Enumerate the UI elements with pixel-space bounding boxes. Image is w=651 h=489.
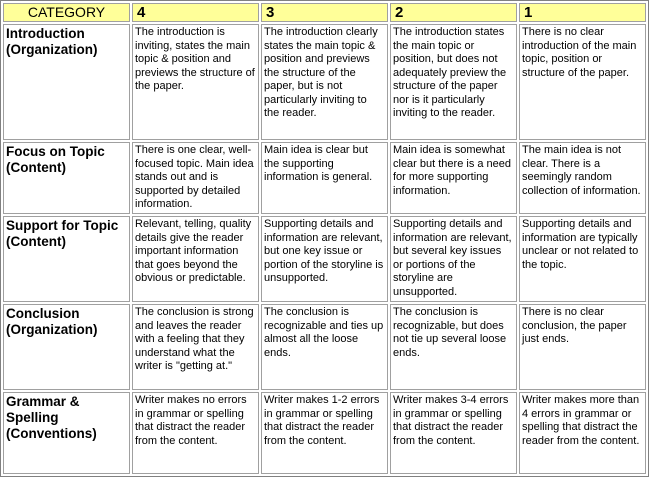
rubric-cell: The introduction states the main topic or position, but does not adequately preview the structure of the paper nor is it particularly inviting to the reader. (390, 24, 517, 140)
row-category: Introduction (Organization) (3, 24, 130, 140)
rubric-cell: Supporting details and information are typically unclear or not related to the topic. (519, 216, 646, 302)
header-level-4: 4 (132, 3, 259, 22)
rubric-cell: There is no clear introduction of the main topic, position or structure of the paper. (519, 24, 646, 140)
rubric-cell: The introduction is inviting, states the main topic & position and previews the structure of the paper. (132, 24, 259, 140)
header-level-3: 3 (261, 3, 388, 22)
row-category: Grammar & Spelling (Conventions) (3, 392, 130, 474)
rubric-cell: The conclusion is strong and leaves the reader with a feeling that they understand what the writer is "getting at." (132, 304, 259, 390)
rubric-cell: Writer makes 3-4 errors in grammar or spelling that distract the reader from the content. (390, 392, 517, 474)
table-row-grammar (3, 392, 646, 474)
rubric-cell: Supporting details and information are relevant, but one key issue or portion of the storyline is unsupported. (261, 216, 388, 302)
rubric-cell: The conclusion is recognizable, but does not tie up several loose ends. (390, 304, 517, 390)
rubric-cell: Writer makes no errors in grammar or spelling that distract the reader from the content. (132, 392, 259, 474)
row-category: Conclusion (Organization) (3, 304, 130, 390)
rubric-cell: Writer makes 1-2 errors in grammar or spelling that distract the reader from the content. (261, 392, 388, 474)
table-row-support (3, 216, 646, 302)
rubric-cell: The introduction clearly states the main topic & position and previews the structure of the paper, but is not particularly inviting to the reader. (261, 24, 388, 140)
rubric-cell: Supporting details and information are relevant, but several key issues or portions of the storyline are unsupported. (390, 216, 517, 302)
row-category: Focus on Topic (Content) (3, 142, 130, 214)
rubric-cell: Relevant, telling, quality details give the reader important information that goes beyond the obvious or predictable. (132, 216, 259, 302)
rubric-cell: Main idea is somewhat clear but there is a need for more supporting information. (390, 142, 517, 214)
table-row-introduction (3, 24, 646, 140)
row-category: Support for Topic (Content) (3, 216, 130, 302)
header-category: CATEGORY (3, 3, 130, 22)
header-level-2: 2 (390, 3, 517, 22)
rubric-cell: There is no clear conclusion, the paper just ends. (519, 304, 646, 390)
rubric-cell: The conclusion is recognizable and ties up almost all the loose ends. (261, 304, 388, 390)
rubric-cell: Main idea is clear but the supporting information is general. (261, 142, 388, 214)
rubric-cell: There is one clear, well-focused topic. Main idea stands out and is supported by detailed information. (132, 142, 259, 214)
table-row-focus (3, 142, 646, 214)
rubric-cell: Writer makes more than 4 errors in grammar or spelling that distract the reader from the content. (519, 392, 646, 474)
rubric-cell: The main idea is not clear. There is a seemingly random collection of information. (519, 142, 646, 214)
table-row-conclusion (3, 304, 646, 390)
header-row (3, 3, 646, 22)
header-level-1: 1 (519, 3, 646, 22)
